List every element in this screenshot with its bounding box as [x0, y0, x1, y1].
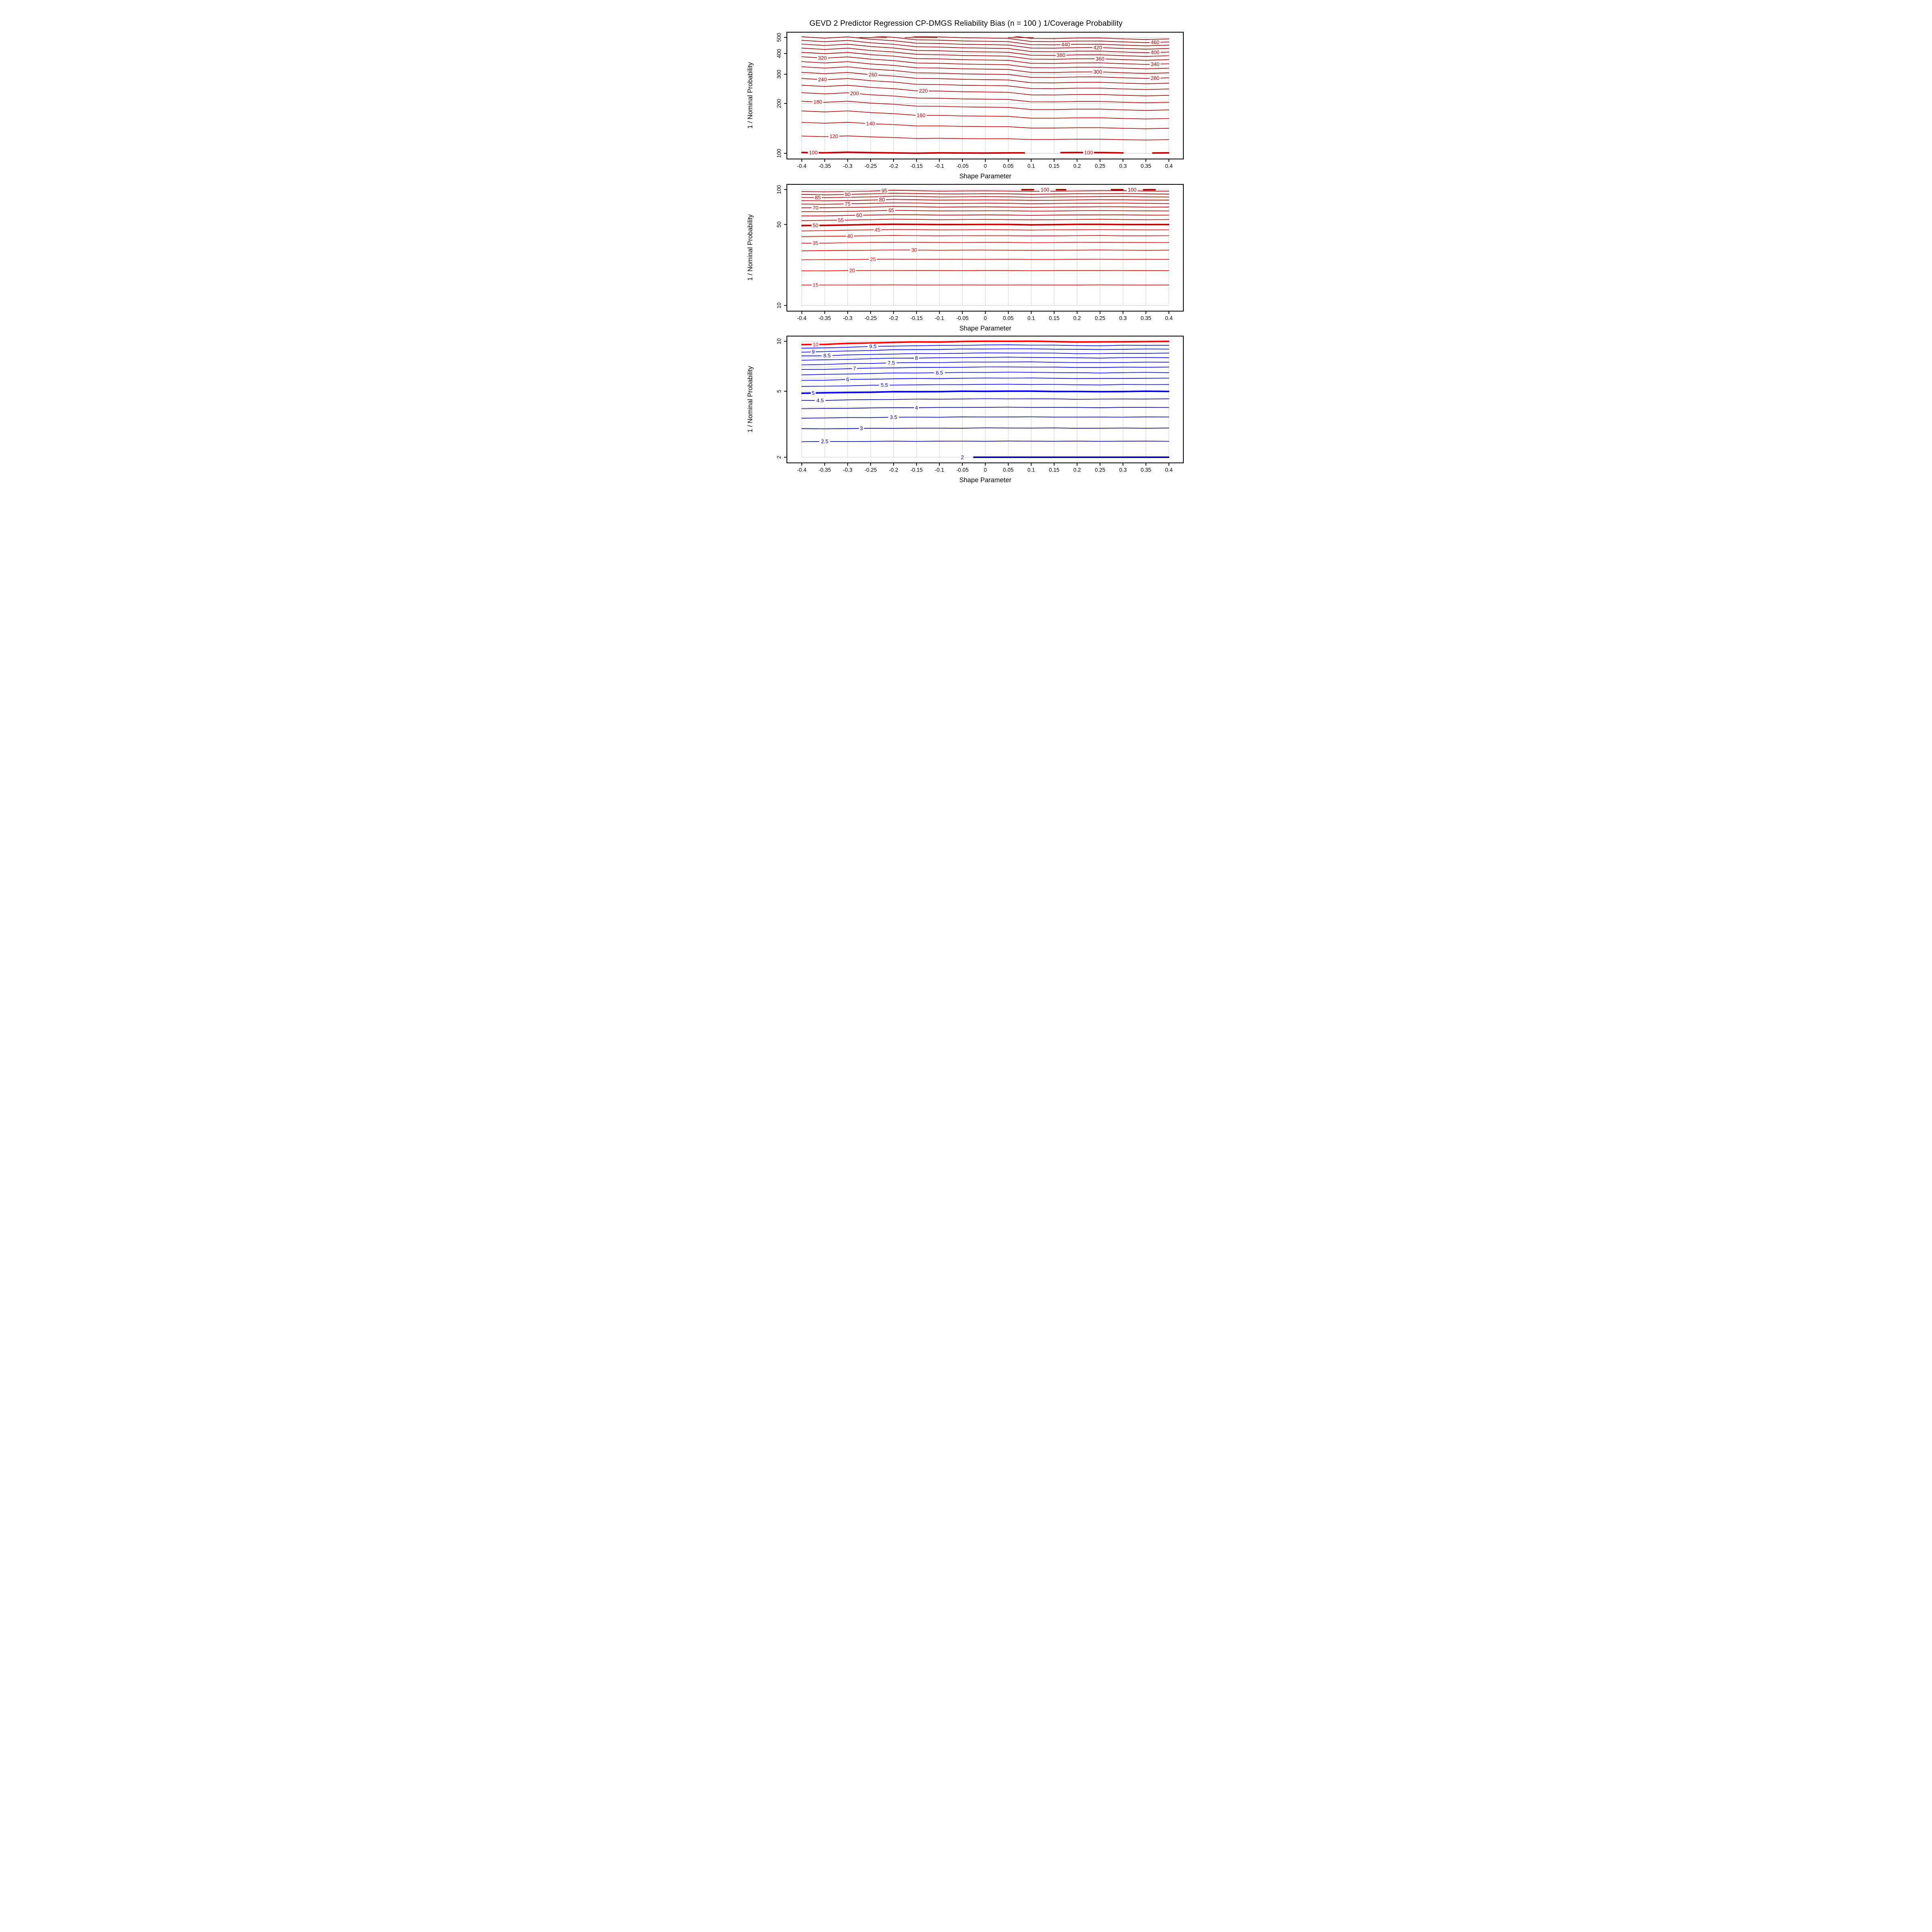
x-tick-label: 0.2 — [1073, 467, 1081, 473]
x-tick-label: -0.1 — [935, 467, 944, 473]
y-axis-title: 1 / Nominal Probability — [747, 366, 754, 433]
x-axis-title: Shape Parameter — [959, 477, 1011, 484]
x-tick-label: 0.2 — [1073, 315, 1081, 321]
x-axis-title: Shape Parameter — [959, 325, 1011, 332]
contour-label: 4.5 — [816, 397, 824, 404]
x-tick-label: 0.15 — [1049, 315, 1060, 321]
contour-label: 4 — [915, 405, 918, 411]
contour-label: 7.5 — [888, 359, 895, 366]
contour-label: 100 — [809, 149, 818, 156]
contour-label: 3 — [860, 425, 863, 431]
contour-label: 85 — [815, 194, 821, 201]
panel-3 — [747, 336, 1183, 484]
x-tick-label: 0 — [984, 315, 987, 321]
x-tick-label: 0.25 — [1094, 163, 1106, 169]
contour-label: 340 — [1150, 61, 1160, 67]
x-tick-label: -0.05 — [956, 163, 969, 169]
contour-label: 180 — [813, 99, 822, 105]
x-tick-label: 0.25 — [1094, 315, 1106, 321]
x-tick-label: 0.4 — [1165, 467, 1173, 473]
x-tick-label: -0.4 — [797, 315, 807, 321]
x-tick-label: -0.05 — [956, 467, 969, 473]
contour-label: 2 — [961, 454, 964, 460]
contour-label: 70 — [812, 204, 819, 211]
y-tick-label: 100 — [776, 149, 782, 158]
contour-label: 220 — [919, 88, 928, 94]
contour-label: 380 — [1057, 52, 1065, 58]
contour-label: 260 — [868, 72, 877, 78]
x-tick-label: -0.15 — [910, 163, 923, 169]
x-tick-label: -0.25 — [864, 163, 877, 169]
contour-label: 9 — [811, 349, 815, 355]
x-tick-label: 0.3 — [1119, 315, 1127, 321]
x-tick-label: 0.3 — [1119, 163, 1127, 169]
contour-label: 95 — [881, 187, 888, 194]
contour-label: 60 — [856, 212, 862, 219]
contour-label: 140 — [866, 120, 875, 127]
contour-label: 50 — [812, 222, 819, 229]
contour-label: 420 — [1093, 44, 1102, 51]
contour-label: 10 — [812, 341, 819, 348]
y-axis-title: 1 / Nominal Probability — [747, 62, 754, 129]
x-tick-label: -0.35 — [818, 315, 831, 321]
contour-label: 80 — [879, 196, 885, 203]
x-tick-label: 0.1 — [1027, 163, 1035, 169]
x-axis-title: Shape Parameter — [959, 173, 1011, 180]
x-tick-label: -0.2 — [889, 163, 898, 169]
y-tick-label: 2 — [776, 456, 782, 459]
x-tick-label: 0.2 — [1073, 163, 1081, 169]
contour-label: 65 — [888, 207, 894, 214]
x-tick-label: -0.4 — [797, 163, 807, 169]
x-tick-label: 0.4 — [1165, 315, 1173, 321]
contour-label: 2.5 — [821, 438, 829, 445]
chart-title: GEVD 2 Predictor Regression CP-DMGS Reliability Bias (n = 100 ) 1/Coverage Probability — [809, 19, 1123, 28]
y-tick-label: 10 — [776, 338, 782, 345]
contour-line-100 — [802, 152, 1024, 153]
contour-label: 160 — [916, 112, 926, 118]
x-tick-label: 0.05 — [1003, 467, 1014, 473]
contour-label: 460 — [1150, 39, 1160, 45]
x-tick-label: -0.15 — [910, 315, 923, 321]
contour-label: 280 — [1150, 75, 1160, 81]
contour-label: 100 — [1127, 186, 1137, 193]
x-tick-label: 0.3 — [1119, 467, 1127, 473]
contour-label: 7 — [853, 365, 856, 372]
contour-label: 300 — [1093, 69, 1102, 75]
contour-label: 90 — [844, 191, 851, 198]
contour-label: 40 — [847, 233, 853, 239]
x-tick-label: -0.2 — [889, 467, 898, 473]
figure — [724, 0, 1208, 485]
contour-label: 440 — [1061, 41, 1070, 48]
contour-label: 100 — [1040, 186, 1050, 193]
contour-label: 45 — [874, 227, 881, 233]
contour-label: 8 — [915, 355, 918, 361]
y-tick-label: 10 — [776, 302, 782, 309]
contour-label: 5.5 — [881, 382, 888, 388]
x-tick-label: 0 — [984, 163, 987, 169]
x-tick-label: 0.15 — [1049, 163, 1060, 169]
contour-label: 120 — [829, 133, 838, 140]
y-tick-label: 50 — [776, 221, 782, 228]
x-tick-label: -0.15 — [910, 467, 923, 473]
x-tick-label: -0.35 — [818, 163, 831, 169]
y-tick-label: 300 — [776, 70, 782, 79]
y-tick-label: 100 — [776, 185, 782, 194]
contour-label: 3.5 — [890, 414, 898, 420]
contour-label: 400 — [1150, 49, 1160, 56]
contour-label: 5 — [811, 390, 815, 396]
contour-label: 320 — [818, 55, 827, 61]
x-tick-label: 0 — [984, 467, 987, 473]
contour-label: 100 — [1084, 149, 1093, 156]
x-tick-label: -0.25 — [864, 315, 877, 321]
y-tick-label: 500 — [776, 33, 782, 42]
x-tick-label: 0.1 — [1027, 315, 1035, 321]
contour-label: 9.5 — [869, 343, 877, 349]
x-tick-label: 0.4 — [1165, 163, 1173, 169]
x-tick-label: 0.05 — [1003, 163, 1014, 169]
x-tick-label: 0.05 — [1003, 315, 1014, 321]
contour-label: 75 — [844, 200, 851, 207]
x-tick-label: -0.1 — [935, 163, 944, 169]
y-tick-label: 200 — [776, 99, 782, 108]
x-tick-label: 0.15 — [1049, 467, 1060, 473]
contour-label: 35 — [812, 240, 819, 246]
x-tick-label: 0.35 — [1140, 467, 1152, 473]
x-tick-label: 0.25 — [1094, 467, 1106, 473]
contour-label: 200 — [850, 90, 859, 97]
contour-label: 6.5 — [935, 369, 943, 376]
x-tick-label: -0.4 — [797, 467, 807, 473]
panel-1 — [747, 28, 1183, 180]
x-tick-label: -0.35 — [818, 467, 831, 473]
x-tick-label: -0.3 — [843, 163, 852, 169]
contour-line-25 — [802, 259, 1169, 260]
x-tick-label: 0.35 — [1140, 163, 1152, 169]
contour-label: 240 — [818, 76, 827, 83]
contour-label: 55 — [838, 217, 844, 223]
contour-label: 8.5 — [823, 353, 831, 359]
x-tick-label: -0.2 — [889, 315, 898, 321]
x-tick-label: 0.35 — [1140, 315, 1152, 321]
panel-2 — [747, 184, 1183, 332]
y-tick-label: 400 — [776, 49, 782, 58]
y-axis-title: 1 / Nominal Probability — [747, 214, 754, 281]
x-tick-label: -0.25 — [864, 467, 877, 473]
contour-label: 30 — [911, 247, 917, 253]
y-tick-label: 5 — [776, 390, 782, 393]
contour-label: 15 — [812, 282, 819, 288]
x-tick-label: -0.3 — [843, 315, 852, 321]
x-tick-label: -0.1 — [935, 315, 944, 321]
contour-panels — [724, 28, 1208, 485]
x-tick-label: -0.3 — [843, 467, 852, 473]
contour-label: 20 — [849, 267, 855, 274]
x-tick-label: -0.05 — [956, 315, 969, 321]
contour-label: 360 — [1096, 56, 1104, 62]
x-tick-label: 0.1 — [1027, 467, 1035, 473]
contour-label: 6 — [846, 376, 849, 383]
contour-label: 25 — [870, 256, 876, 262]
